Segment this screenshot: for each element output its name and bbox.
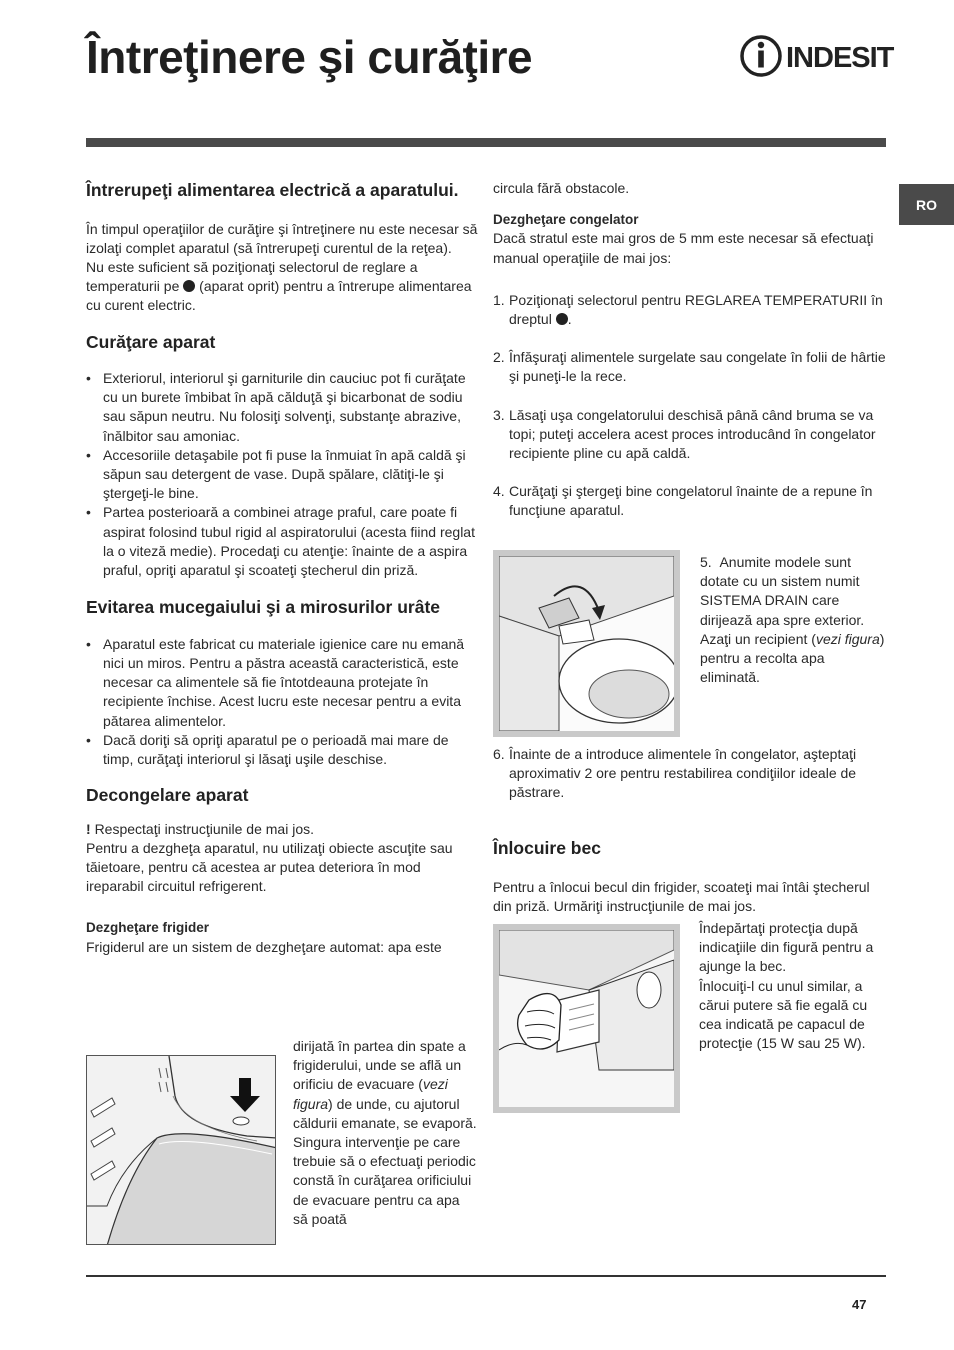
list-item: • Partea posterioară a combinei atrage praful, care poate fi aspirat folosind tubul rigid al aspiratorului (acesta fiind reglat la o viteză medie). Procedaţi cu atenţie: înainte de a aspira praful, opriţi aparatul şi scoateţi ştecherul din priză. [86, 503, 481, 580]
fridge-drain-figure [86, 1055, 276, 1245]
language-badge: RO [899, 184, 954, 225]
list-item [493, 482, 888, 520]
text: Nu este suficient să poziţionaţi selectorul de reglare a temperaturii pe [86, 258, 418, 295]
list-item: • Accesoriile detaşabile pot fi puse la înmuiat în apă caldă şi săpun sau detergent de vase. După spălare, clătiţi-le şi ştergeţi-le bine. [86, 446, 481, 504]
warning-mark: ! [86, 820, 91, 837]
text: (aparat oprit) pentru a întrerupe alimentarea cu curent electric. [86, 278, 472, 314]
section-title-defrost: Decongelare aparat [86, 785, 249, 806]
list-item: • Aparatul este fabricat cu materiale igienice care nu emană nici un miros. Pentru a păstra această caracteristică, este necesar ca alimentele să fie întotdeauna protejate în recipiente închise. Acest lucru este necesar pentru a evita pătarea alimentelor. [86, 635, 481, 731]
list-item: • Exteriorul, interiorul şi garniturile din cauciuc pot fi curăţate cu un burete îmbibat în apă călduţă şi bicarbonat de sodiu sau săpun neutru. Nu folosiţi solvenţi, substanţe abrazive, înălbitor sau amoniac. [86, 369, 481, 446]
step5-text [700, 553, 886, 687]
logo-text: INDESIT [786, 42, 894, 74]
step-number: 1. [493, 291, 505, 308]
step-number: 6. [493, 746, 505, 762]
paragraph: Dacă stratul este mai gros de 5 mm este necesar să efectuaţi manual operaţiile de mai jos: [493, 230, 874, 266]
paragraph [86, 258, 481, 316]
page-title: Întreţinere şi curăţire [86, 31, 533, 83]
section-title-cleaning: Curăţare aparat [86, 331, 216, 352]
section-title-mold: Evitarea mucegaiului şi a mirosurilor urâte [86, 597, 441, 618]
paragraph: Pentru a înlocui becul din frigider, scoateţi mai întâi ştecherul din priză. Urmăriţi instrucţiunile de mai jos. [493, 879, 870, 915]
text: Înainte de a introduce alimentele în congelator, aşteptaţi aproximativ 2 ore pentru restabilirea condiţiilor ideale de păstrare. [509, 746, 857, 801]
text: Poziţionaţi selectorul pentru REGLAREA TEMPERATURII în dreptul [509, 291, 883, 328]
step-number: 5. [700, 554, 712, 570]
step-number: 2. [493, 349, 505, 366]
bulb-instructions [699, 919, 886, 1053]
bottom-rule [86, 1275, 886, 1277]
off-position-dot-icon [556, 313, 568, 325]
list-item [493, 406, 888, 464]
left-column [86, 181, 481, 957]
list-item [493, 348, 888, 386]
section-title-bulb: Înlocuire bec [493, 837, 601, 858]
list-item [493, 745, 888, 803]
fridge-defrost-wrap-text [293, 1037, 478, 1229]
text: dirijată în partea din spate a frigiderului, unde se află un orificiu de evacuare ( [293, 1038, 466, 1093]
top-rule [86, 138, 886, 147]
step-number: 3. [493, 406, 505, 423]
step6-block [493, 745, 888, 917]
subsection-title-fridge-defrost: Dezgheţare frigider [86, 920, 210, 936]
paragraph: Înlocuiţi-l cu unul similar, a cărui putere să fie egală cu cea indicată pe capacul de protecţie (15 W sau 25 W). [699, 977, 868, 1052]
paragraph: Frigiderul are un sistem de dezgheţare automat: apa este [86, 938, 442, 955]
paragraph: Pentru a dezgheţa aparatul, nu utilizaţi obiecte ascuţite sau tăietoare, pentru că acestea ar putea deteriora în mod ireparabil circuitul refrigerent. [86, 839, 453, 895]
list-item: • Dacă doriţi să opriţi aparatul pe o perioadă mai mare de timp, curăţaţi interiorul şi lăsaţi uşile deschise. [86, 731, 481, 769]
step6-list [493, 745, 888, 803]
bulb-replacement-figure [493, 924, 680, 1113]
paragraph: circula fără obstacole. [493, 180, 630, 196]
paragraph: În timpul operaţiilor de curăţire şi întreţinere nu este necesar să izolaţi complet aparatul (să întrerupeţi curentul de la reţea). [86, 220, 478, 256]
defrost-steps-list [493, 291, 888, 521]
mold-list [86, 635, 481, 769]
step-number: 4. [493, 483, 505, 500]
text: ) pentru a recolta apa eliminată. [700, 630, 885, 686]
indesit-logo [740, 33, 902, 79]
text: Înfăşuraţi alimentele surgelate sau congelate în folii de hârtie şi puneţi-le la rece. [509, 349, 886, 385]
subsection-title-freezer-defrost: Dezgheţare congelator [493, 212, 639, 228]
cleaning-list [86, 369, 481, 580]
paragraph: Îndepărtaţi protecţia după indicaţiile din figură pentru a ajunge la bec. [699, 920, 874, 975]
text: Respectaţi instrucţiunile de mai jos. [94, 820, 314, 837]
text: Lăsaţi uşa congelatorului deschisă până când bruma se va topi; puteţi accelera acest proces introducând în congelator recipiente pline cu apă caldă. [509, 406, 876, 462]
right-column [493, 179, 888, 521]
text: ) de unde, cu ajutorul căldurii emanate, se evaporă. Singura intervenţie pe care trebuie să o efectuaţi periodic constă în curăţarea orificiului de evacuare pentru ca apa să poată [293, 1095, 477, 1227]
text: Anumite modele sunt dotate cu un sistem numit SISTEMA DRAIN care dirijează apa spre exterior. Azaţi un recipient ( [700, 554, 865, 647]
paragraph [86, 820, 481, 839]
text: Curăţaţi şi ştergeţi bine congelatorul înainte de a repune în funcţiune aparatul. [509, 483, 873, 519]
page-number: 47 [852, 1297, 867, 1312]
list-item: 1. Poziţionaţi selectorul pentru REGLAREA TEMPERATURII în dreptul . [493, 291, 883, 328]
text-emphasis: vezi figura [815, 630, 880, 647]
text-emphasis: vezi figura [293, 1076, 448, 1112]
section-title-power: Întrerupeţi alimentarea electrică a aparatului. [86, 180, 459, 200]
off-position-dot-icon [183, 280, 195, 292]
drain-system-figure [493, 550, 680, 737]
